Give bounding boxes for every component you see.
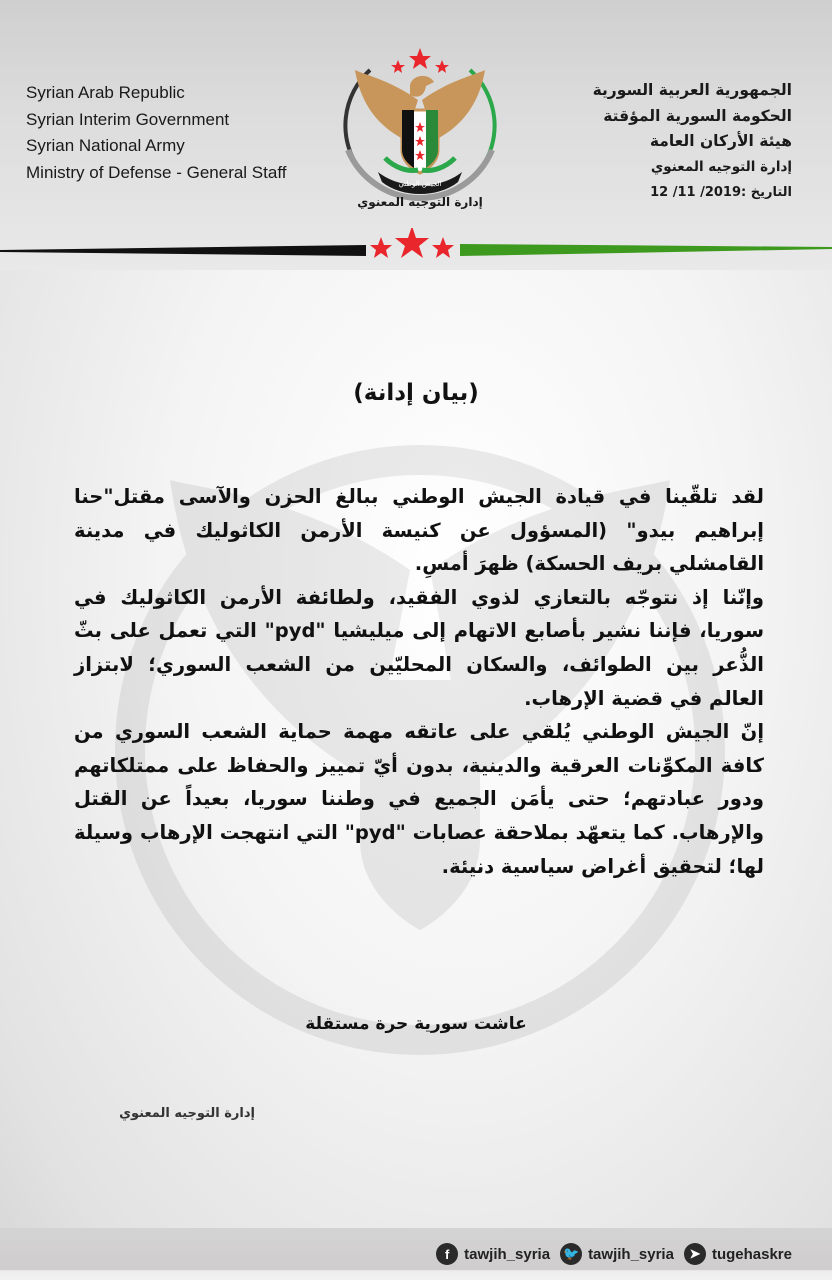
statement-paragraph: إنّ الجيش الوطني يُلقي على عاتقه مهمة حماية الشعب السوري من كافة المكوِّنات العرقية والدينية، بدون أيّ تمييز والحفاظ على ممتلكاتهم ودور عبادتهم؛ حتى يأمَن الجميع في وطننا سوريا، بعيداً عن القتل والإرهاب. كما يتعهّد بملاحقة عصابات "pyd" التي انتهجت الإرهاب وسيلة لها؛ لتحقيق أغراض سياسية دنيئة. bbox=[74, 720, 764, 878]
document-date: التاريخ :2019/ 11/ 12 bbox=[650, 185, 792, 200]
closing-slogan: عاشت سورية حرة مستقلة bbox=[305, 1014, 527, 1034]
facebook-icon: f bbox=[436, 1243, 458, 1265]
english-line-republic: Syrian Arab Republic bbox=[26, 83, 185, 102]
social-links bbox=[436, 1243, 792, 1265]
statement-body bbox=[74, 480, 764, 883]
emblem-ring-text: إدارة التوجيه المعنوي bbox=[357, 195, 483, 209]
divider-star-right-icon bbox=[432, 237, 454, 258]
divider-green-bar bbox=[460, 244, 832, 256]
national-army-emblem-icon bbox=[330, 40, 510, 220]
english-line-government: Syrian Interim Government bbox=[26, 109, 230, 129]
english-letterhead bbox=[26, 80, 286, 186]
arabic-line-staff: هيئة الأركان العامة bbox=[649, 132, 792, 150]
emblem-star-center bbox=[409, 48, 431, 69]
social-link-facebook[interactable] bbox=[436, 1243, 550, 1265]
divider-star-center-icon bbox=[395, 228, 429, 258]
statement-title: (بيان إدانة) bbox=[353, 380, 479, 406]
divider-star-left-icon bbox=[370, 237, 392, 258]
statement-paragraph: وإنّنا إذ نتوجّه بالتعازي لذوي الفقيد، ولطائفة الأرمن الكاثوليك في سوريا، فإننا نشير بأصابع الاتهام إلى ميليشيا "pyd" التي تعمل على بثّ الذُّعر بين الطوائف، والسكان المحليّين من الشعب السوري؛ لابتزاز العالم في قضية الإرهاب. bbox=[74, 585, 764, 710]
english-line-army: Syrian National Army bbox=[26, 136, 185, 155]
arabic-line-government: الحكومة السورية المؤقتة bbox=[603, 106, 792, 125]
social-link-telegram[interactable] bbox=[684, 1243, 792, 1265]
flag-divider bbox=[0, 228, 832, 268]
divider-black-bar bbox=[0, 245, 366, 256]
signature: إدارة التوجيه المعنوي bbox=[119, 1106, 255, 1121]
emblem-ribbon-text: الجيش الوطني bbox=[398, 180, 442, 188]
facebook-handle: tawjih_syria bbox=[464, 1245, 551, 1263]
arabic-line-republic: الجمهورية العربية السورية bbox=[592, 81, 792, 99]
twitter-handle: tawjih_syria bbox=[588, 1245, 674, 1263]
emblem-star-left bbox=[391, 60, 405, 73]
social-link-twitter[interactable] bbox=[560, 1243, 674, 1265]
statement-paragraph: لقد تلقّينا في قيادة الجيش الوطني ببالغ الحزن والآسى مقتل"حنا إبراهيم بيدو" (المسؤول عن كنيسة الأرمن الكاثوليك في مدينة القامشلي بريف الحسكة) ظهرَ أمسِ. bbox=[74, 485, 764, 576]
twitter-icon: 🐦 bbox=[560, 1243, 582, 1265]
arabic-letterhead bbox=[593, 78, 792, 206]
telegram-handle: tugehaskre bbox=[711, 1245, 792, 1263]
arabic-line-directorate: إدارة التوجيه المعنوي bbox=[650, 158, 792, 175]
telegram-icon: ➤ bbox=[684, 1243, 706, 1265]
emblem-star-right bbox=[435, 60, 449, 73]
english-line-ministry: Ministry of Defense - General Staff bbox=[26, 162, 287, 182]
